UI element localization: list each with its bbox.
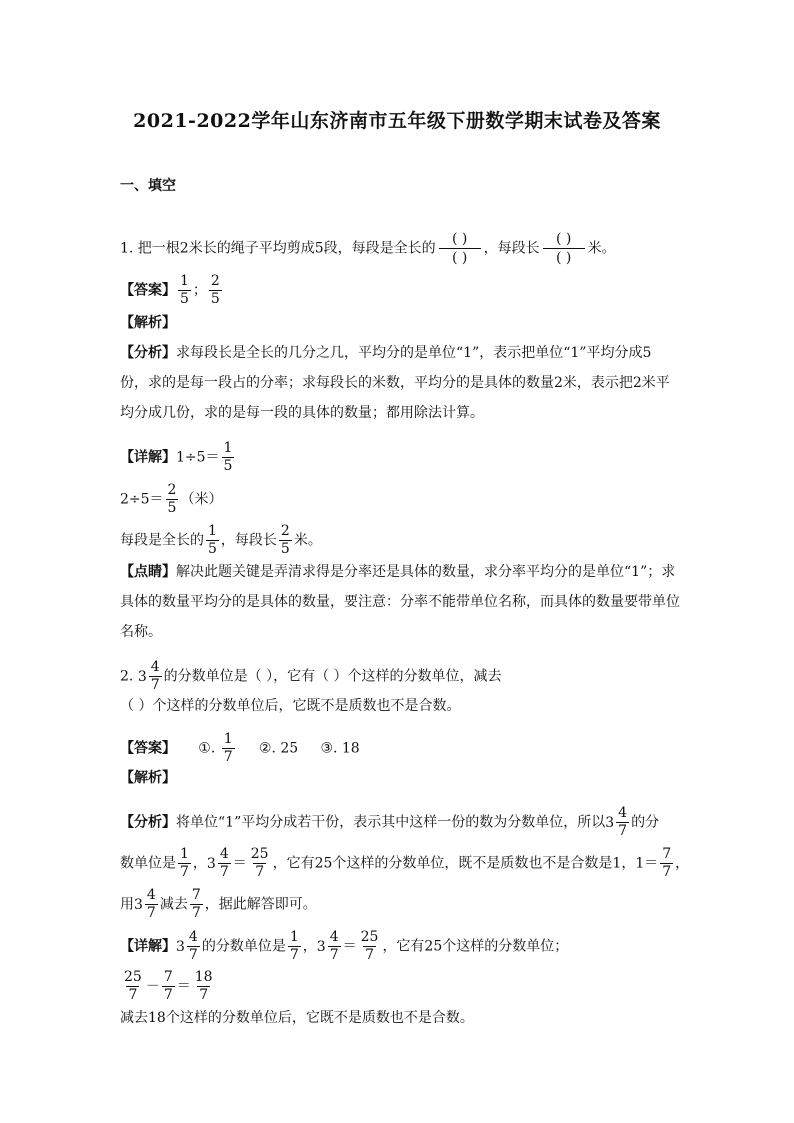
blank-fraction-1: ( ) ( ) <box>439 230 481 267</box>
fenxi-1-line-2: 份，求的是每一段占的分率；求每段长的米数，平均分的是具体的数量2米，表示把2米平 <box>120 375 670 391</box>
fenxi-2-line-2: 数单位是 $\frac{1}{7}$ ， 3 $\frac{4}{7}$ ＝ $\frac{25}{7}$ ，它有25个这样的分数单位，既不是质数也不是合数是1，1＝ $\frac{7}{7}$ ， <box>120 846 690 880</box>
analysis-label-1: 【解析】 <box>120 315 176 331</box>
answer-fraction-2: $\frac{2}{5}$ <box>210 273 220 307</box>
fenxi-1-line-1: 【分析】求每段长是全长的几分之几，平均分的是单位“1”，表示把单位“1”平均分成5 <box>120 345 652 361</box>
dianjing-line-1: 【点睛】解决此题关键是弄清求得是分率还是具体的数量，求分率平均分的是单位“1”；求 <box>120 564 676 580</box>
detail-2-line-3: 减去18个这样的分数单位后，它既不是质数也不是合数。 <box>120 1010 474 1026</box>
analysis-label-2: 【解析】 <box>120 770 176 786</box>
question-1-text-c: 米。 <box>587 240 616 257</box>
detail-1-line-3: 每段是全长的 $\frac{1}{5}$ ，每段长 $\frac{2}{5}$ 米。 <box>120 523 322 557</box>
fenxi-1-line-3: 均分成几份，求的是每一段的具体的数量；都用除法计算。 <box>120 405 484 421</box>
question-1-text: 1. 把一根2米长的绳子平均剪成5段，每段是全长的 <box>120 240 436 257</box>
blank-fraction-2: ( ) ( ) <box>543 230 585 267</box>
section-heading: 一、填空 <box>120 178 176 194</box>
answer-fraction-1: $\frac{1}{5}$ <box>180 273 189 307</box>
document-title: 2021-2022学年山东济南市五年级下册数学期末试卷及答案 <box>133 110 661 132</box>
mixed-number: 3 $\frac{4}{7}$ <box>137 659 160 693</box>
detail-2-line-1: 【详解】 3 $\frac{4}{7}$ 的分数单位是 $\frac{1}{7}$ ， 3 $\frac{4}{7}$ ＝ $\frac{25}{7}$ ，它有25个这样的分数单位； <box>120 929 569 963</box>
detail-fraction: $\frac{2}{5}$ <box>280 523 290 557</box>
detail-fraction: $\frac{1}{5}$ <box>208 523 217 557</box>
detail-2-line-2: $\frac{25}{7}$ － $\frac{7}{7}$ ＝ $\frac{18}{7}$ <box>124 969 213 1003</box>
question-2-line-1: 2. 3 $\frac{4}{7}$ 的分数单位是（ ），它有（ ）个这样的分数单位，减去 <box>120 659 502 693</box>
fenxi-2-line-1: 【分析】将单位“1”平均分成若干份，表示其中这样一份的数为分数单位，所以 3 $\frac{4}{7}$ 的分 <box>120 805 660 839</box>
detail-fraction: $\frac{2}{5}$ <box>167 482 177 516</box>
fenxi-2-line-3: 用 3 $\frac{4}{7}$ 减去 $\frac{7}{7}$ ，据此解答即可。 <box>120 887 317 921</box>
answer-2: 【答案】 ①. $\frac{1}{7}$ ②. 25 ③. 18 <box>120 731 360 765</box>
question-1-text-b: ，每段长 <box>483 240 540 257</box>
detail-1-line-1: 【详解】1÷5＝ $\frac{1}{5}$ <box>120 440 233 474</box>
detail-1-line-2: 2÷5＝ $\frac{2}{5}$ （米） <box>120 482 223 516</box>
question-1 <box>120 230 616 267</box>
detail-fraction: $\frac{1}{5}$ <box>223 440 233 474</box>
question-2-line-2: （ ）个这样的分数单位后，它既不是质数也不是合数。 <box>120 698 461 714</box>
dianjing-line-2: 具体的数量平均分的是具体的数量，要注意：分率不能带单位名称，而具体的数量要带单位 <box>120 594 680 610</box>
dianjing-line-3: 名称。 <box>120 624 162 640</box>
answer-label: 【答案】 <box>120 282 176 299</box>
answer-1: 【答案】 $\frac{1}{5}$ ； $\frac{2}{5}$ <box>120 273 220 307</box>
